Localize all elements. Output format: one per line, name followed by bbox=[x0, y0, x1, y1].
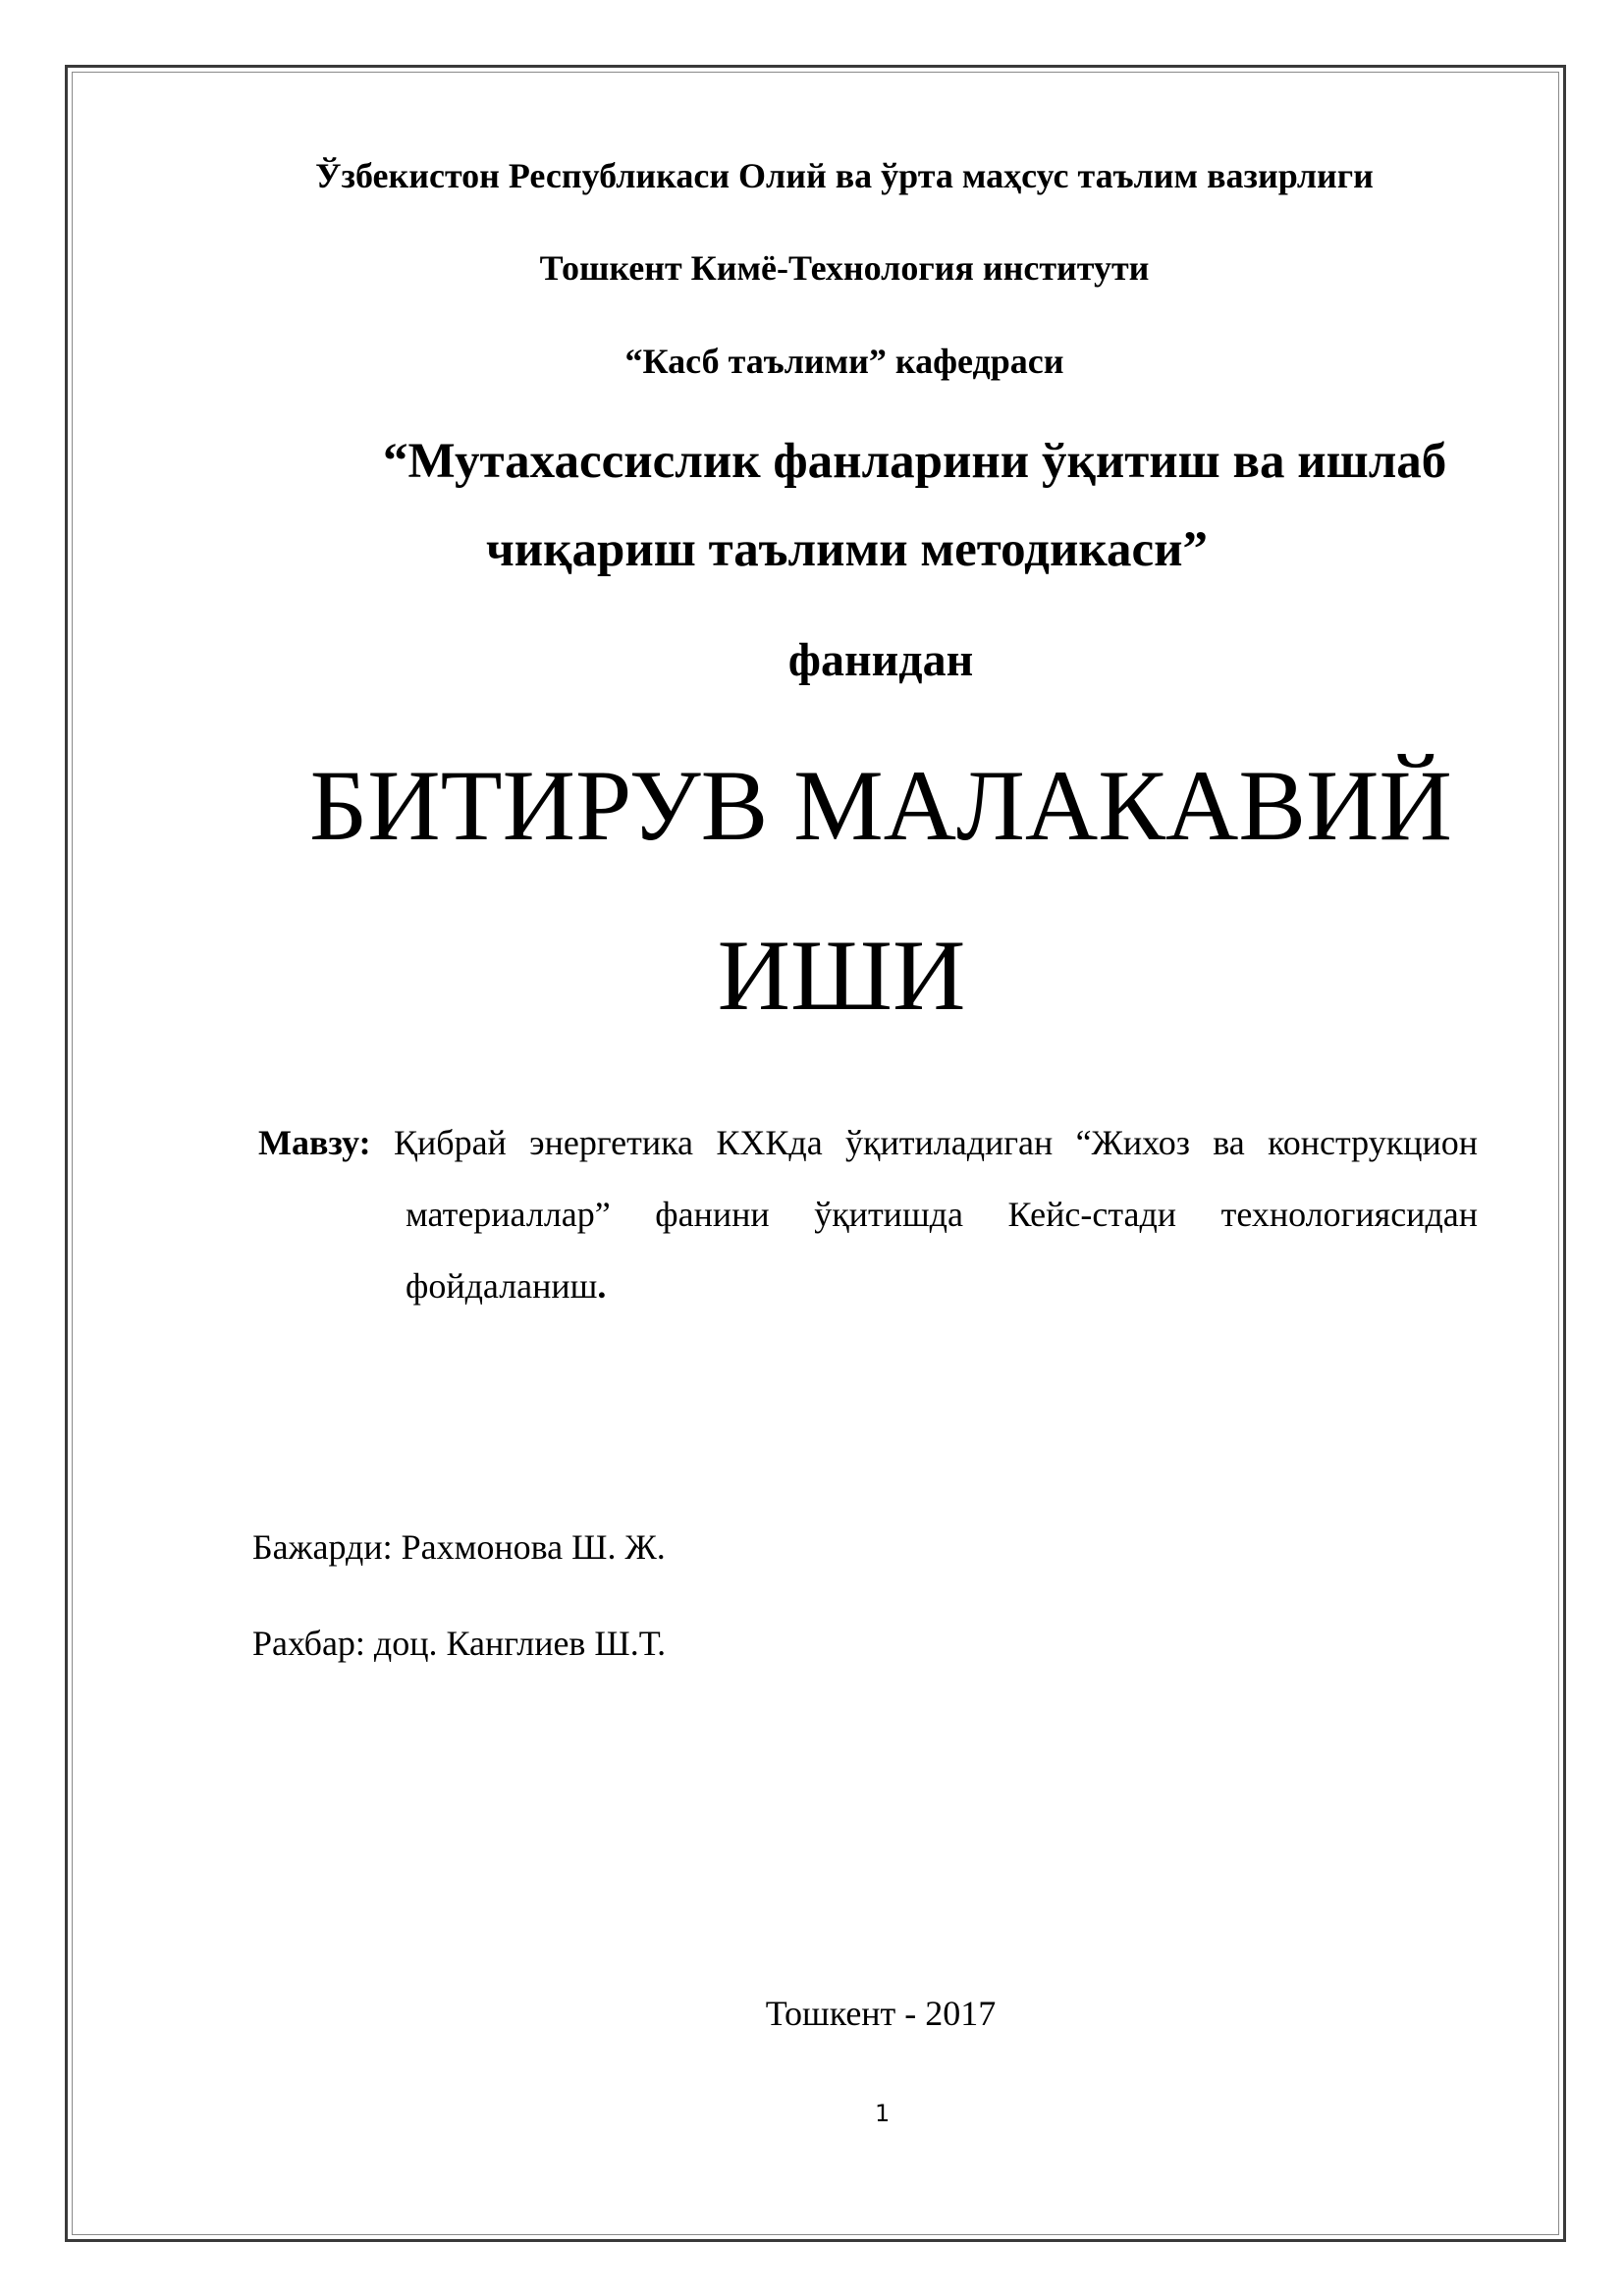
topic-end-mark: . bbox=[597, 1266, 607, 1306]
ministry-heading: Ўзбекистон Республикаси Олий ва ўрта маҳсус таълим вазирлиги bbox=[315, 156, 1374, 195]
topic-paragraph bbox=[258, 1107, 1478, 1322]
city-year: Тошкент - 2017 bbox=[765, 1994, 997, 2033]
performer-line: Бажарди: Рахмонова Ш. Ж. bbox=[252, 1527, 666, 1567]
institute-heading: Тошкент Кимё-Технология институти bbox=[539, 248, 1150, 288]
subject-line-2: чиқариш таълими методикаси” bbox=[486, 522, 1208, 577]
subject-line-3: фанидан bbox=[787, 634, 974, 686]
supervisor-line: Рахбар: доц. Канглиев Ш.Т. bbox=[252, 1624, 667, 1663]
topic-label: Мавзу: bbox=[258, 1123, 371, 1162]
department-heading: “Касб таълими” кафедраси bbox=[624, 342, 1064, 381]
subject-line-1: “Мутахассислик фанларини ўқитиш ва ишлаб bbox=[383, 434, 1447, 489]
document-title-line-1: БИТИРУВ МАЛАКАВИЙ bbox=[309, 750, 1452, 862]
document-title-line-2: ИШИ bbox=[717, 920, 966, 1032]
page-number: 1 bbox=[875, 2100, 891, 2127]
topic-text: Қибрай энергетика КХКда ўқитиладиган “Жихоз ва конструкцион материаллар” фанини ўқитишда Кейс-стади технологиясидан фойдаланиш bbox=[393, 1123, 1478, 1306]
